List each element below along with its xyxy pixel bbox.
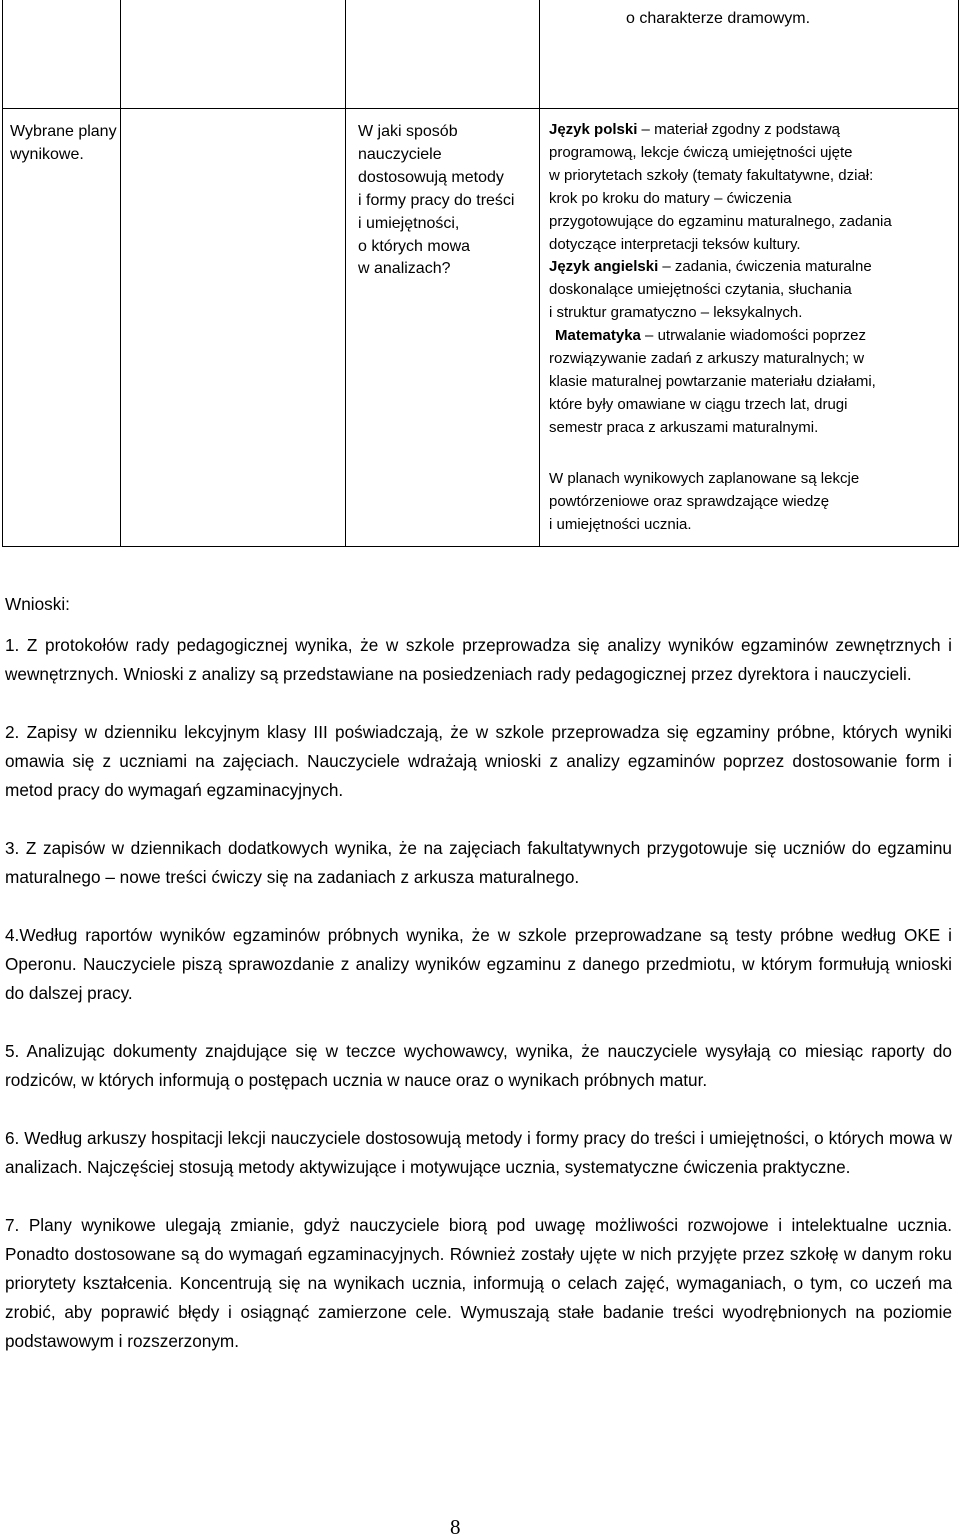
subject-angielski-label: Język angielski (549, 258, 659, 276)
table-cell-top-right: o charakterze dramowym. (626, 10, 811, 27)
table-row-divider (2, 108, 959, 109)
answer-line: i struktur gramatyczno – leksykalnych. (549, 304, 803, 322)
answer-line: Język polski – materiał zgodny z podstawą (549, 121, 841, 138)
conclusion-paragraph: 6. Według arkuszy hospitacji lekcji nauczyciele dostosowują metody i formy pracy do treści i umiejętności, o których mowa w analizach. Najczęściej stosują metody aktywizujące i motywujące ucznia, systematyczne ćwiczenia praktyczne. (5, 1128, 952, 1177)
conclusion-paragraph: 2. Zapisy w dzienniku lekcyjnym klasy III poświadczają, że w szkole przeprowadza się egzaminy próbne, których wyniki omawia się z uczniami na zajęciach. Nauczyciele wdrażają wnioski z analizy egzaminów poprzez dostosowanie form i metod pracy do wymagań egzaminacyjnych. (5, 722, 952, 800)
table-border-left (2, 0, 3, 546)
table-border-right (958, 0, 959, 546)
answer-line: klasie maturalnej powtarzanie materiału działami, (549, 372, 876, 390)
cell-line: nauczyciele (358, 145, 442, 163)
answer-line: Matematyka – utrwalanie wiadomości poprzez (555, 327, 867, 345)
subject-matematyka-label: Matematyka (555, 327, 641, 345)
table-border-col2 (345, 0, 346, 546)
answer-line: które były omawiane w ciągu trzech lat, drugi (549, 395, 848, 413)
answer-line: w priorytetach szkoły (tematy fakultatywne, dział: (549, 166, 874, 184)
answer-line: rozwiązywanie zadań z arkuszy maturalnych; w (549, 350, 865, 368)
cell-line: i formy pracy do treści (358, 191, 515, 209)
table-cell-answer (549, 119, 931, 536)
cell-line: dostosowują metody (358, 168, 504, 186)
cell-line: wynikowe. (10, 145, 84, 163)
cell-line: i umiejętności, (358, 214, 460, 232)
answer-line: programową, lekcje ćwiczą umiejętności ujęte (549, 143, 853, 161)
table-border-col3 (539, 0, 540, 546)
conclusion-paragraph: 5. Analizując dokumenty znajdujące się w teczce wychowawcy, wynika, że nauczyciele wysyłają co miesiąc raporty do rodziców, w których informują o postępach ucznia w nauce oraz o wynikach próbnych matur. (5, 1041, 952, 1090)
answer-line: przygotowujące do egzaminu maturalnego, zadania (549, 212, 892, 230)
answer-line: semestr praca z arkuszami maturalnymi. (549, 418, 819, 436)
conclusions-list (5, 631, 952, 1385)
table-border-bottom (2, 546, 959, 547)
page-number: 8 (450, 1515, 461, 1539)
answer-line: powtórzeniowe oraz sprawdzające wiedzę (549, 492, 830, 510)
table-cell-question (358, 121, 514, 281)
answer-line: doskonalące umiejętności czytania, słuchania (549, 281, 852, 299)
answer-line: Język angielski – zadania, ćwiczenia maturalne (549, 258, 872, 276)
conclusion-paragraph: 7. Plany wynikowe ulegają zmianie, gdyż nauczyciele biorą pod uwagę możliwości rozwojowe i intelektualne ucznia. Ponadto dostosowane są do wymagań egzaminacyjnych. Również zostały ujęte w nich przyjęte przez szkołę w danym roku priorytety kształcenia. Koncentrują się na wynikach ucznia, informują o celach zajęć, wymaganiach, o tym, co uczeń ma zrobić, aby poprawić błędy i osiągnąć zamierzone cele. Wymuszają stałe badanie treści wyodrębnionych na poziomie podstawowym i rozszerzonym. (5, 1215, 952, 1351)
conclusion-paragraph: 1. Z protokołów rady pedagogicznej wynika, że w szkole przeprowadza się analizy wyników egzaminów zewnętrznych i wewnętrznych. Wnioski z analizy są przedstawiane na posiedzeniach rady pedagogicznej przez dyrektora i nauczycieli. (5, 635, 952, 684)
answer-line: i umiejętności ucznia. (549, 515, 692, 533)
conclusion-paragraph: 4.Według raportów wyników egzaminów próbnych wynika, że w szkole przeprowadzane są testy próbne według OKE i Operonu. Nauczyciele piszą sprawozdanie z analizy wyników egzaminu z danego przedmiotu, w którym formułują wnioski do dalszej pracy. (5, 925, 952, 1003)
table-border-col1 (120, 0, 121, 546)
answer-line: dotyczące interpretacji teksów kultury. (549, 235, 801, 253)
evaluation-table (0, 0, 960, 547)
cell-line: W jaki sposób (358, 123, 458, 140)
subject-polski-label: Język polski (549, 121, 638, 138)
cell-line: w analizach? (358, 260, 451, 278)
cell-line: Wybrane plany (10, 123, 117, 140)
conclusions-heading: Wnioski: (5, 594, 70, 614)
answer-line: krok po kroku do matury – ćwiczenia (549, 189, 792, 207)
table-cell-plans (10, 121, 117, 167)
cell-line: o których mowa (358, 237, 471, 255)
answer-line: W planach wynikowych zaplanowane są lekcje (549, 469, 860, 487)
conclusion-paragraph: 3. Z zapisów w dziennikach dodatkowych wynika, że na zajęciach fakultatywnych przygotowuje się uczniów do egzaminu maturalnego – nowe treści ćwiczy się na zadaniach z arkusza maturalnego. (5, 838, 952, 887)
